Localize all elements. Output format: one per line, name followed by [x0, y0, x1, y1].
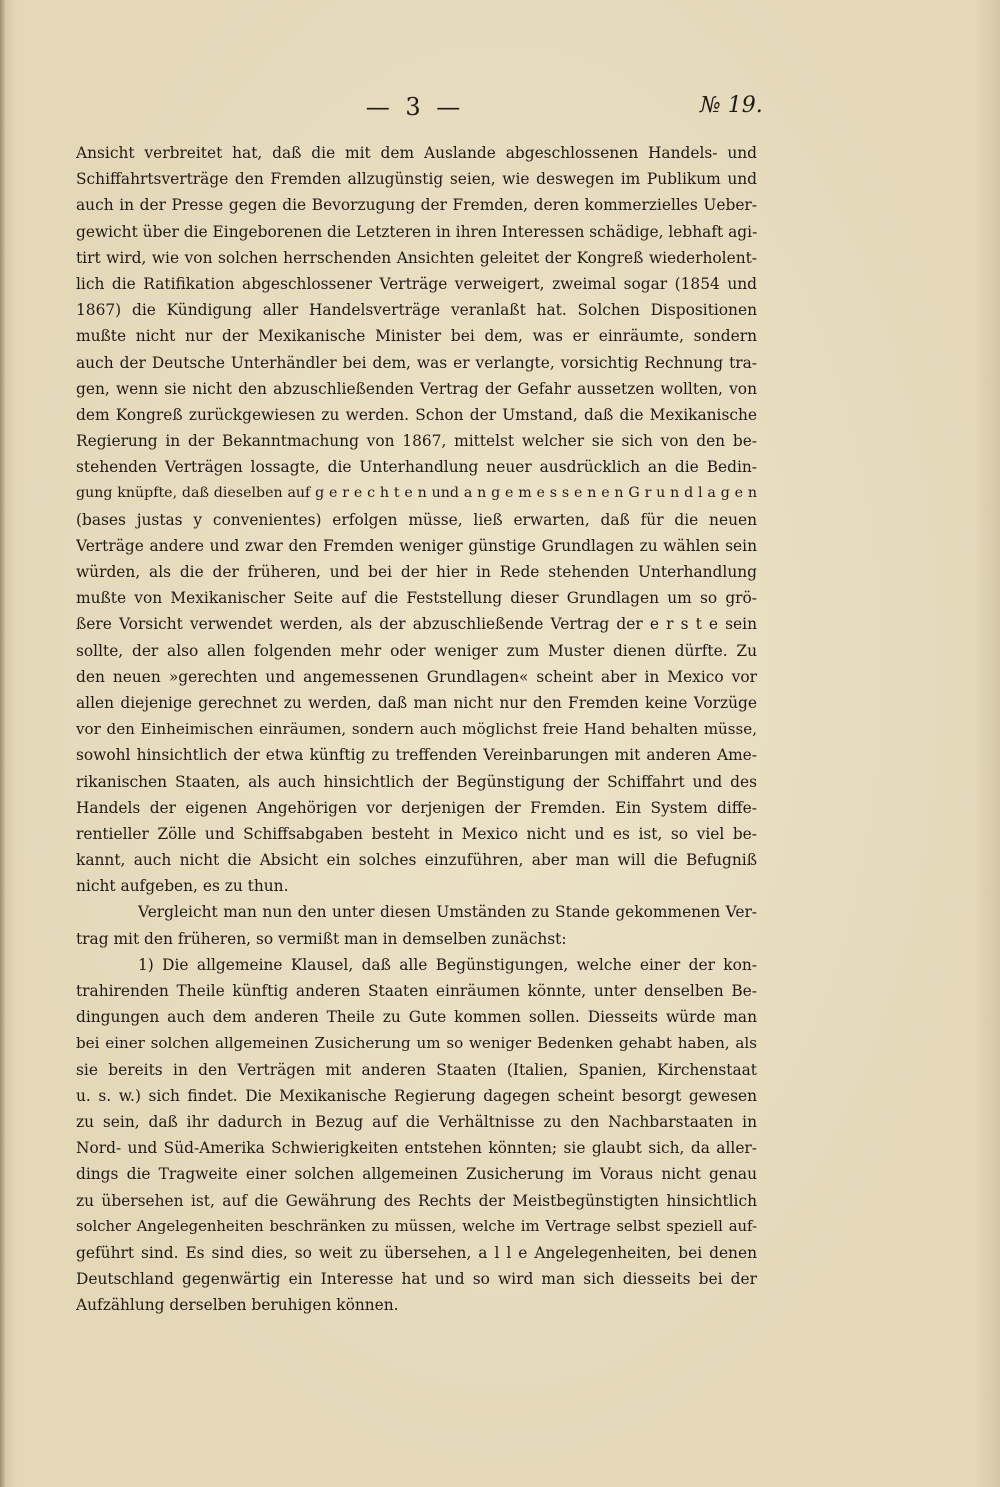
text-line: geführt sind. Es sind dies, so weit zu übersehen, a l l e Angelegenheiten, bei denen	[76, 1243, 757, 1262]
issue-number: № 19.	[700, 93, 763, 118]
text-line: allen diejenige gerechnet zu werden, daß man nicht nur den Fremden keine Vorzüge	[76, 693, 757, 712]
text-line: vor den Einheimischen einräumen, sondern auch möglichst freie Hand behalten müsse,	[76, 720, 757, 739]
text-line: Aufzählung derselben beruhigen können.	[76, 1296, 399, 1315]
text-line: sowohl hinsichtlich der etwa künftig zu treffenden Vereinbarungen mit anderen Ame-	[76, 746, 757, 765]
text-line: tirt wird, wie von solchen herrschenden Ansichten geleitet der Kongreß wiederholent-	[76, 248, 757, 267]
text-line: den neuen »gerechten und angemessenen Grundlagen« scheint aber in Mexico vor	[76, 667, 757, 686]
text-line: nicht aufgeben, es zu thun.	[76, 877, 289, 896]
text-line: zu übersehen ist, auf die Gewährung des Rechts der Meistbegünstigten hinsichtlich	[76, 1191, 757, 1210]
text-line: sie bereits in den Verträgen mit anderen Staaten (Italien, Spanien, Kirchenstaat	[76, 1060, 757, 1079]
text-line: Regierung in der Bekanntmachung von 1867, mittelst welcher sie sich von den be-	[76, 432, 757, 451]
text-line: auch der Deutsche Unterhändler bei dem, was er verlangte, vorsichtig Rechnung tra-	[76, 353, 757, 372]
text-line: kannt, auch nicht die Absicht ein solches einzuführen, aber man will die Befugniß	[76, 851, 757, 870]
text-line: gen, wenn sie nicht den abzuschließenden Vertrag der Gefahr aussetzen wollten, von	[76, 379, 757, 398]
text-line: rentieller Zölle und Schiffsabgaben besteht in Mexico nicht und es ist, so viel be-	[76, 824, 757, 843]
text-line: gung knüpfte, daß dieselben auf g e r e c h t e n und a n g e m e s s e n e n G r u n d l a g e n	[76, 485, 757, 502]
text-line: sollte, der also allen folgenden mehr oder weniger zum Muster dienen dürfte. Zu	[76, 641, 757, 660]
text-line: u. s. w.) sich findet. Die Mexikanische Regierung dagegen scheint besorgt gewesen	[76, 1086, 757, 1105]
text-line: mußte von Mexikanischer Seite auf die Feststellung dieser Grundlagen um so grö-	[76, 589, 757, 608]
page-header	[0, 93, 1000, 129]
text-line: Schiffahrtsverträge den Fremden allzugünstig seien, wie deswegen im Publikum und	[76, 170, 757, 189]
text-line: bei einer solchen allgemeinen Zusicherung um so weniger Bedenken gehabt haben, als	[76, 1034, 757, 1053]
text-line: solcher Angelegenheiten beschränken zu müssen, welche im Vertrage selbst speziell auf-	[76, 1217, 757, 1235]
text-line: Nord- und Süd-Amerika Schwierigkeiten entstehen könnten; sie glaubt sich, da aller-	[76, 1139, 757, 1158]
text-line: 1) Die allgemeine Klausel, daß alle Begünstigungen, welche einer der kon-	[138, 955, 757, 974]
text-line: (bases justas y convenientes) erfolgen müsse, ließ erwarten, daß für die neuen	[76, 510, 757, 529]
text-line: trahirenden Theile künftig anderen Staaten einräumen könnte, unter denselben Be-	[76, 982, 757, 1000]
text-line: auch in der Presse gegen die Bevorzugung der Fremden, deren kommerzielles Ueber-	[76, 196, 757, 215]
text-line: Verträge andere und zwar den Fremden weniger günstige Grundlagen zu wählen sein	[76, 536, 757, 555]
text-line: Ansicht verbreitet hat, daß die mit dem Auslande abgeschlossenen Handels- und	[76, 144, 757, 162]
text-line: Vergleicht man nun den unter diesen Umständen zu Stande gekommenen Ver-	[138, 903, 757, 922]
text-line: rikanischen Staaten, als auch hinsichtlich der Begünstigung der Schiffahrt und des	[76, 772, 757, 791]
text-line: zu sein, daß ihr dadurch in Bezug auf die Verhältnisse zu den Nachbarstaaten in	[76, 1112, 757, 1131]
text-line: ßere Vorsicht verwendet werden, als der abzuschließende Vertrag der e r s t e sein	[76, 615, 757, 634]
text-line: Deutschland gegenwärtig ein Interesse hat und so wird man sich diesseits bei der	[76, 1270, 757, 1289]
page-number: — 3 —	[365, 93, 465, 121]
text-line: würden, als die der früheren, und bei der hier in Rede stehenden Unterhandlung	[76, 563, 757, 581]
text-line: stehenden Verträgen lossagte, die Unterhandlung neuer ausdrücklich an die Bedin-	[76, 458, 757, 477]
text-line: gewicht über die Eingeborenen die Letzteren in ihren Interessen schädige, lebhaft agi-	[76, 222, 757, 241]
text-line: lich die Ratifikation abgeschlossener Verträge verweigert, zweimal sogar (1854 und	[76, 274, 757, 293]
text-line: dingungen auch dem anderen Theile zu Gute kommen sollen. Diesseits würde man	[76, 1008, 757, 1027]
body-text	[76, 140, 757, 1318]
text-line: Handels der eigenen Angehörigen vor derjenigen der Fremden. Ein System diffe-	[76, 798, 757, 817]
text-line: mußte nicht nur der Mexikanische Minister bei dem, was er einräumte, sondern	[76, 327, 757, 346]
page-edge-shadow	[0, 0, 6, 1487]
text-line: trag mit den früheren, so vermißt man in demselben zunächst:	[76, 929, 567, 948]
text-line: dings die Tragweite einer solchen allgemeinen Zusicherung im Voraus nicht genau	[76, 1165, 757, 1184]
text-line: 1867) die Kündigung aller Handelsverträge veranlaßt hat. Solchen Dispositionen	[76, 301, 757, 320]
text-line: dem Kongreß zurückgewiesen zu werden. Schon der Umstand, daß die Mexikanische	[76, 405, 757, 424]
